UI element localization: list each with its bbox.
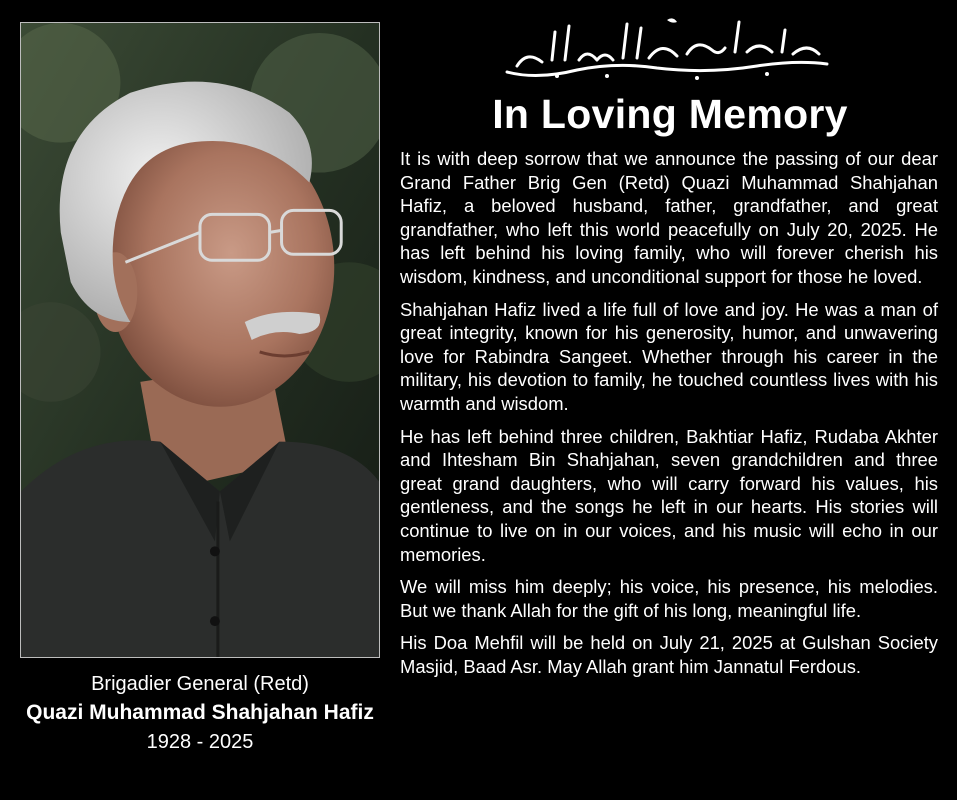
paragraph-farewell: We will miss him deeply; his voice, his presence, his melodies. But we thank Allah for the gift of his long, meaningful life. (400, 576, 938, 621)
paragraph-family: He has left behind three children, Bakhtiar Hafiz, Rudaba Akhter and Ihtesham Bin Shahjahan, seven grandchildren and three great grand daughters, who will carry forward his values, his gentleness, and the songs he left in our hearts. His stories will continue to live on in our voices, and his music will echo in our memories. (400, 425, 938, 565)
paragraph-doa-mehfil: His Doa Mehfil will be held on July 21, 2025 at Gulshan Society Masjid, Baad Asr. May Allah grant him Jannatul Ferdous. (400, 632, 938, 677)
paragraph-announcement: It is with deep sorrow that we announce the passing of our dear Grand Father Brig Gen (Retd) Quazi Muhammad Shahjahan Hafiz, a beloved husband, father, grandfather, and great grandfather, who left this world peacefully on July 20, 2025. He has left behind his loving family, who will forever cherish his wisdom, kindness, and unconditional support for those he loved. (400, 148, 938, 287)
paragraph-life: Shahjahan Hafiz lived a life full of love and joy. He was a man of great integrity, known for his generosity, humor, and unwavering love for Rabindra Sangeet. Whether through his career in the military, his devotion to family, he touched countless lives with his warmth and wisdom. (400, 298, 938, 414)
page-title: In Loving Memory (492, 91, 848, 137)
caption-name: Quazi Muhammad Shahjahan Hafiz (26, 701, 374, 724)
caption-rank: Brigadier General (Retd) (91, 673, 309, 695)
bismillah-calligraphy-icon (497, 10, 837, 84)
portrait-caption (0, 670, 400, 756)
portrait-photo (20, 22, 380, 658)
memorial-body (400, 147, 938, 687)
bismillah-calligraphy-graphic (497, 10, 837, 84)
caption-years: 1928 - 2025 (146, 731, 254, 753)
portrait-illustration (21, 23, 379, 657)
